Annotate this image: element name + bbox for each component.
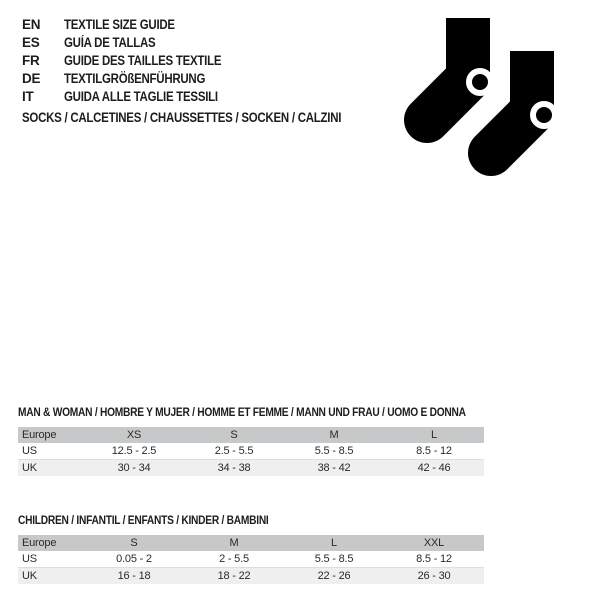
category-title: [22, 110, 397, 126]
language-row: [22, 52, 249, 70]
size-cell: 8.5 - 12: [384, 551, 484, 568]
language-label: TEXTILGRÖßENFÜHRUNG: [64, 71, 206, 86]
column-header: L: [331, 537, 337, 549]
column-header: XXL: [423, 537, 445, 549]
size-cell: 12.5 - 2.5: [84, 443, 184, 460]
size-cell: 38 - 42: [317, 462, 351, 474]
column-header: S: [130, 537, 138, 549]
row-label: UK: [22, 570, 37, 582]
language-code: DE: [22, 71, 41, 86]
size-cell: 34 - 38: [217, 462, 251, 474]
size-cell: 5.5 - 8.5: [284, 443, 384, 460]
size-cell: 42 - 46: [417, 462, 451, 474]
size-cell: 16 - 18: [117, 570, 151, 582]
row-label: US: [18, 443, 84, 460]
region-header: Europe: [22, 537, 57, 549]
size-table: [18, 427, 484, 476]
language-label: GUIDE DES TAILLES TEXTILE: [64, 53, 222, 68]
size-table: [18, 535, 484, 584]
table-title-text: MAN & WOMAN / HOMBRE Y MUJER / HOMME ET FEMME / MANN UND FRAU / UOMO E DONNA: [18, 405, 466, 419]
column-header: L: [431, 429, 437, 441]
table-title-text: CHILDREN / INFANTIL / ENFANTS / KINDER / BAMBINI: [18, 513, 269, 527]
size-cell: 30 - 34: [117, 462, 151, 474]
size-cell: 2.5 - 5.5: [184, 443, 284, 460]
table-header-row: [18, 427, 484, 443]
category-title-text: SOCKS / CALCETINES / CHAUSSETTES / SOCKEN / CALZINI: [22, 110, 342, 125]
size-cell: 8.5 - 12: [384, 443, 484, 460]
language-label: TEXTILE SIZE GUIDE: [64, 17, 175, 32]
size-cell: 2 - 5.5: [184, 551, 284, 568]
language-label: GUÍA DE TALLAS: [64, 35, 156, 50]
socks-icon: [400, 8, 580, 198]
language-code: EN: [22, 17, 41, 32]
row-label: UK: [22, 462, 37, 474]
table-row: [18, 460, 484, 477]
size-cell: 18 - 22: [217, 570, 251, 582]
size-cell: 22 - 26: [317, 570, 351, 582]
size-table-children: [18, 512, 484, 584]
size-cell: 26 - 30: [417, 570, 451, 582]
language-list: [22, 16, 249, 106]
language-row: [22, 16, 249, 34]
language-code: IT: [22, 89, 34, 104]
column-header: M: [329, 429, 339, 441]
language-row: [22, 70, 249, 88]
language-code: FR: [22, 53, 40, 68]
size-table-adults: [18, 404, 484, 476]
table-header-row: [18, 535, 484, 551]
table-row: [18, 443, 484, 460]
table-row: [18, 551, 484, 568]
language-label: GUIDA ALLE TAGLIE TESSILI: [64, 89, 218, 104]
column-header: S: [230, 429, 238, 441]
table-row: [18, 568, 484, 585]
row-label: US: [18, 551, 84, 568]
table-title: [18, 404, 484, 420]
table-title: [18, 512, 484, 528]
language-row: [22, 88, 249, 106]
region-header: Europe: [22, 429, 57, 441]
language-row: [22, 34, 249, 52]
column-header: M: [229, 537, 239, 549]
size-cell: 5.5 - 8.5: [284, 551, 384, 568]
size-cell: 0.05 - 2: [84, 551, 184, 568]
column-header: XS: [126, 429, 142, 441]
language-code: ES: [22, 35, 40, 50]
